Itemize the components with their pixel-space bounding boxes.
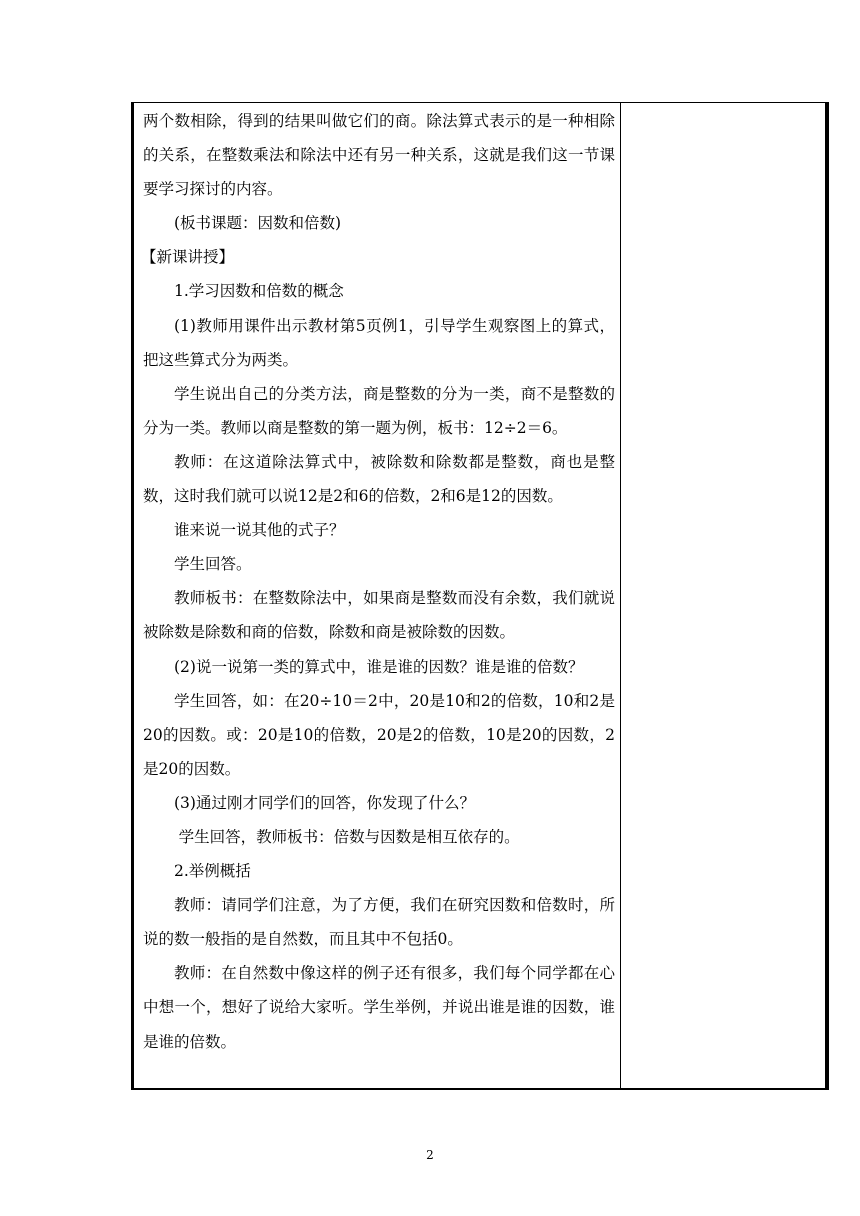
paragraph: 两个数相除，得到的结果叫做它们的商。除法算式表示的是一种相除的关系，在整数乘法和除法中还有另一种关系，这就是我们这一节课要学习探讨的内容。	[143, 112, 615, 199]
paragraph: 学生回答，如：在20÷10＝2中，20是10和2的倍数，10和2是20的因数。或：20是10的倍数，20是2的倍数，10是20的因数，2是20的因数。	[143, 691, 615, 778]
paragraph: 教师：在自然数中像这样的例子还有很多，我们每个同学都在心中想一个，想好了说给大家听。学生举例，并说出谁是谁的因数，谁是谁的倍数。	[143, 964, 615, 1051]
paragraph: 2.举例概括	[174, 862, 251, 881]
paragraph: 学生回答，教师板书：倍数与因数是相互依存的。	[178, 827, 520, 846]
paragraph: (1)教师用课件出示教材第5页例1，引导学生观察图上的算式，把这些算式分为两类。	[143, 316, 615, 369]
paragraph: (板书课题：因数和倍数)	[174, 214, 342, 233]
paragraph: 1.学习因数和倍数的概念	[174, 282, 344, 301]
table-left-border	[131, 102, 134, 1090]
paragraph: 教师：在这道除法算式中，被除数和除数都是整数，商也是整数，这时我们就可以说12是2和6的倍数，2和6是12的因数。	[143, 452, 615, 506]
paragraph: 学生回答。	[174, 555, 252, 574]
table-bottom-border	[131, 1088, 829, 1090]
paragraph: 教师板书：在整数除法中，如果商是整数而没有余数，我们就说被除数是除数和商的倍数，除数和商是被除数的因数。	[143, 589, 615, 642]
section-heading: 【新课讲授】	[141, 248, 235, 267]
paragraph: (2)说一说第一类的算式中，谁是谁的因数？谁是谁的倍数？	[174, 657, 584, 676]
lesson-content	[143, 104, 615, 1059]
paragraph: 教师：请同学们注意，为了方便，我们在研究因数和倍数时，所说的数一般指的是自然数，而且其中不包括0。	[143, 896, 615, 949]
paragraph: (3)通过刚才同学们的回答，你发现了什么？	[174, 793, 475, 812]
table-right-border	[825, 102, 829, 1090]
paragraph: 谁来说一说其他的式子？	[174, 521, 345, 540]
paragraph: 学生说出自己的分类方法，商是整数的分为一类，商不是整数的分为一类。教师以商是整数的第一题为例，板书：12÷2＝6。	[143, 384, 615, 437]
notes-column	[621, 103, 825, 1088]
page-number: 2	[426, 1148, 434, 1162]
lesson-table	[131, 102, 829, 1090]
